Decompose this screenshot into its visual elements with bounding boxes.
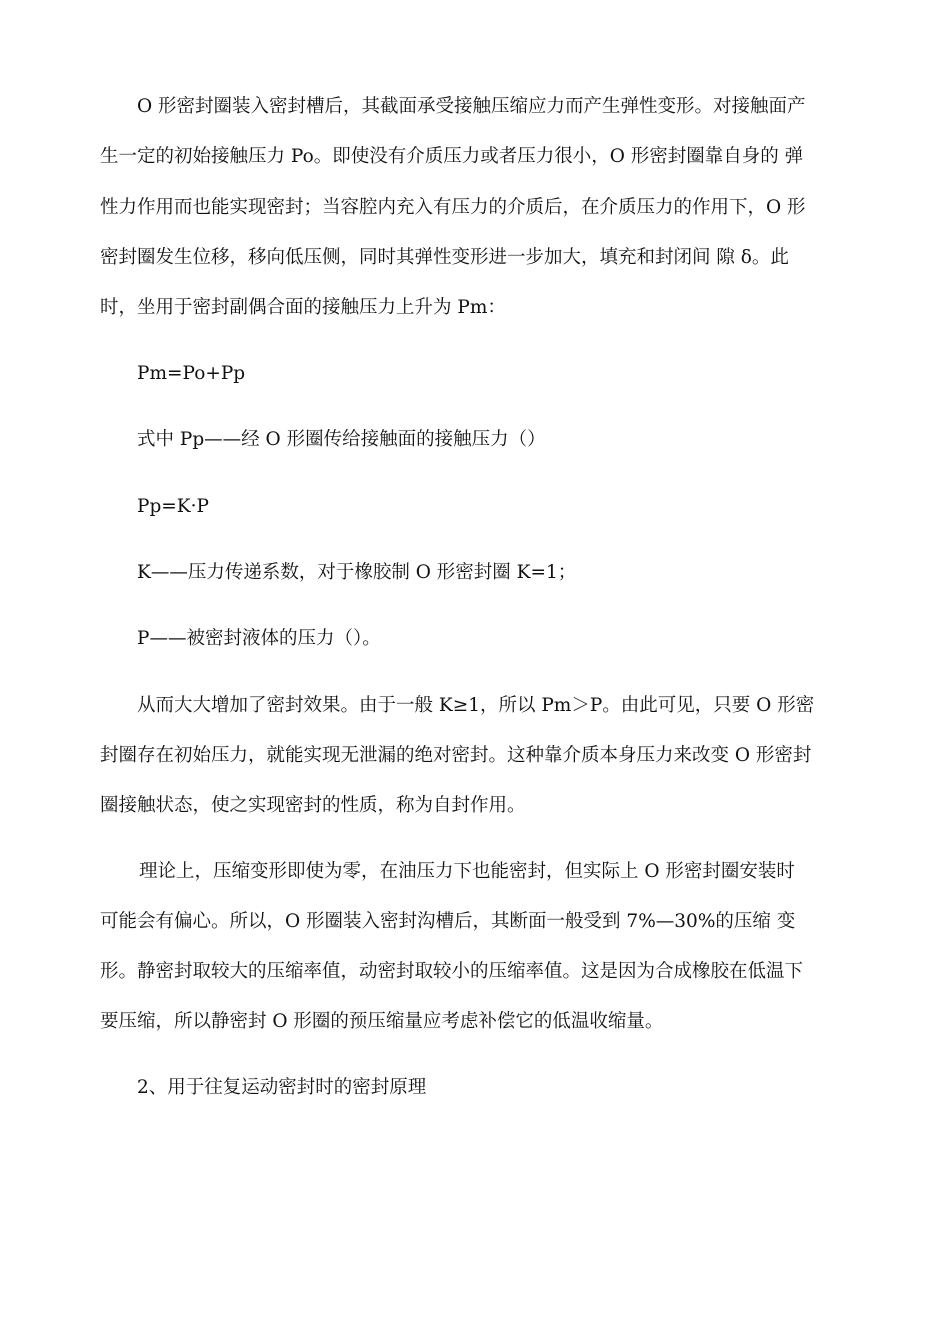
paragraph-1-line-4: 密封圈发生位移，移向低压侧，同时其弹性变形进一步加大，填充和封闭间 隙 δ。此 <box>100 247 789 268</box>
paragraph-3-line-2: 可能会有偏心。所以，O 形圈装入密封沟槽后，其断面一般受到 7%—30%的压缩 变 <box>100 911 796 932</box>
definition-p: P——被密封液体的压力（）。 <box>137 628 381 649</box>
paragraph-3-line-4: 要压缩，所以静密封 O 形圈的预压缩量应考虑补偿它的低温收缩量。 <box>100 1011 664 1032</box>
definition-pp: 式中 Pp——经 O 形圈传给接触面的接触压力（） <box>137 429 546 450</box>
formula-pp: Pp=K·P <box>137 496 209 517</box>
paragraph-3-line-3: 形。静密封取较大的压缩率值，动密封取较小的压缩率值。这是因为合成橡胶在低温下 <box>100 961 804 982</box>
formula-pm: Pm=Po+Pp <box>137 363 246 384</box>
paragraph-3-line-1: 理论上，压缩变形即使为零，在油压力下也能密封，但实际上 O 形密封圈安装时 <box>139 861 795 882</box>
paragraph-2-line-1: 从而大大增加了密封效果。由于一般 K≥1，所以 Pm＞P。由此可见，只要 O 形密 <box>137 695 815 716</box>
paragraph-1-line-2: 生一定的初始接触压力 Po。即使没有介质压力或者压力很小，O 形密封圈靠自身的 弹 <box>100 146 804 167</box>
section-heading: 2、用于往复运动密封时的密封原理 <box>137 1077 427 1098</box>
definition-k: K——压力传递系数，对于橡胶制 O 形密封圈 K=1； <box>137 562 577 583</box>
paragraph-2-line-3: 圈接触状态，使之实现密封的性质，称为自封作用。 <box>100 795 526 816</box>
paragraph-2-line-2: 封圈存在初始压力，就能实现无泄漏的绝对密封。这种靠介质本身压力来改变 O 形密封 <box>100 745 812 766</box>
paragraph-1-line-5: 时，坐用于密封副偶合面的接触压力上升为 Pm： <box>100 297 506 318</box>
paragraph-1-line-3: 性力作用而也能实现密封；当容腔内充入有压力的介质后，在介质压力的作用下，O 形 <box>100 197 806 218</box>
paragraph-1-line-1: O 形密封圈装入密封槽后，其截面承受接触压缩应力而产生弹性变形。对接触面产 <box>137 96 806 117</box>
